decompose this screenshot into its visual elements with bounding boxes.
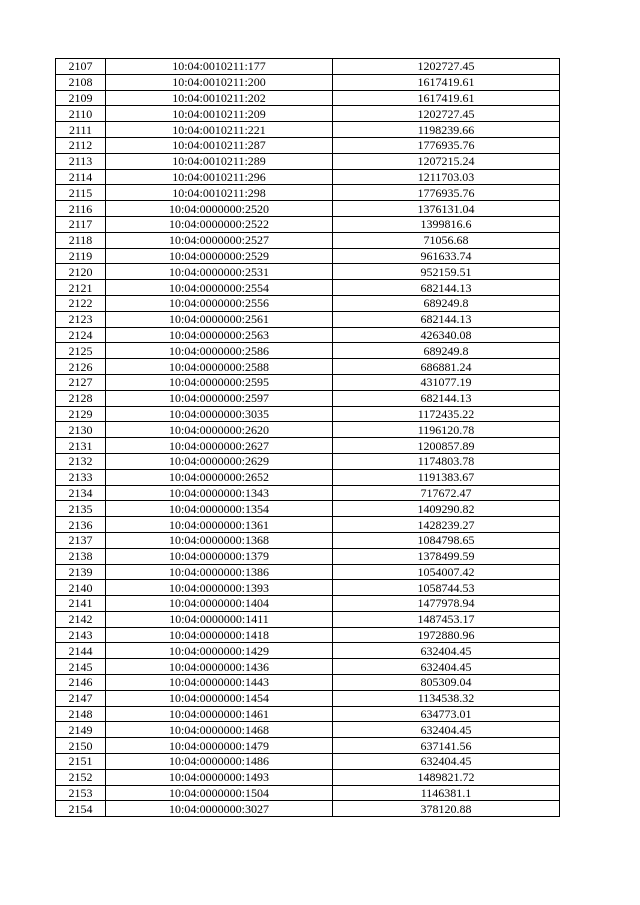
row-number-cell: 2121 <box>56 280 106 296</box>
table-row <box>56 232 560 248</box>
row-number-cell: 2139 <box>56 564 106 580</box>
value-cell: 1172435.22 <box>333 406 560 422</box>
row-number-cell: 2119 <box>56 248 106 264</box>
table-row <box>56 738 560 754</box>
table-row <box>56 596 560 612</box>
value-cell: 1376131.04 <box>333 201 560 217</box>
value-cell: 1196120.78 <box>333 422 560 438</box>
row-number-cell: 2154 <box>56 801 106 817</box>
value-cell: 1084798.65 <box>333 532 560 548</box>
table-row <box>56 453 560 469</box>
cadastral-number-cell: 10:04:0000000:2627 <box>106 438 333 454</box>
value-cell: 637141.56 <box>333 738 560 754</box>
value-cell: 1198239.66 <box>333 122 560 138</box>
value-cell: 1617419.61 <box>333 74 560 90</box>
cadastral-number-cell: 10:04:0000000:3027 <box>106 801 333 817</box>
table-row <box>56 469 560 485</box>
cadastral-number-cell: 10:04:0000000:2529 <box>106 248 333 264</box>
value-cell: 1617419.61 <box>333 90 560 106</box>
table-row <box>56 754 560 770</box>
row-number-cell: 2129 <box>56 406 106 422</box>
value-cell: 1489821.72 <box>333 769 560 785</box>
value-cell: 378120.88 <box>333 801 560 817</box>
row-number-cell: 2116 <box>56 201 106 217</box>
table-row <box>56 438 560 454</box>
table-row <box>56 580 560 596</box>
table-row <box>56 532 560 548</box>
table-row <box>56 501 560 517</box>
cadastral-number-cell: 10:04:0000000:3035 <box>106 406 333 422</box>
cadastral-number-cell: 10:04:0010211:289 <box>106 153 333 169</box>
row-number-cell: 2113 <box>56 153 106 169</box>
cadastral-number-cell: 10:04:0000000:2652 <box>106 469 333 485</box>
cadastral-number-cell: 10:04:0000000:2520 <box>106 201 333 217</box>
cadastral-number-cell: 10:04:0000000:2588 <box>106 359 333 375</box>
row-number-cell: 2148 <box>56 706 106 722</box>
cadastral-number-cell: 10:04:0000000:2620 <box>106 422 333 438</box>
table-row <box>56 185 560 201</box>
table-row <box>56 311 560 327</box>
value-cell: 1146381.1 <box>333 785 560 801</box>
cadastral-number-cell: 10:04:0000000:1468 <box>106 722 333 738</box>
table-row <box>56 216 560 232</box>
table-row <box>56 374 560 390</box>
cadastral-number-cell: 10:04:0010211:287 <box>106 137 333 153</box>
row-number-cell: 2150 <box>56 738 106 754</box>
value-cell: 952159.51 <box>333 264 560 280</box>
table-row <box>56 327 560 343</box>
table-row <box>56 248 560 264</box>
value-cell: 431077.19 <box>333 374 560 390</box>
value-cell: 1191383.67 <box>333 469 560 485</box>
data-table <box>55 58 560 817</box>
value-cell: 1058744.53 <box>333 580 560 596</box>
table-row <box>56 264 560 280</box>
value-cell: 1054007.42 <box>333 564 560 580</box>
cadastral-number-cell: 10:04:0000000:1443 <box>106 675 333 691</box>
value-cell: 1776935.76 <box>333 137 560 153</box>
row-number-cell: 2131 <box>56 438 106 454</box>
row-number-cell: 2141 <box>56 596 106 612</box>
table-row <box>56 422 560 438</box>
value-cell: 634773.01 <box>333 706 560 722</box>
row-number-cell: 2144 <box>56 643 106 659</box>
value-cell: 71056.68 <box>333 232 560 248</box>
row-number-cell: 2122 <box>56 295 106 311</box>
cadastral-number-cell: 10:04:0000000:1486 <box>106 754 333 770</box>
table-row <box>56 343 560 359</box>
cadastral-number-cell: 10:04:0010211:298 <box>106 185 333 201</box>
table-row <box>56 169 560 185</box>
cadastral-number-cell: 10:04:0000000:1504 <box>106 785 333 801</box>
row-number-cell: 2134 <box>56 485 106 501</box>
table-row <box>56 722 560 738</box>
value-cell: 717672.47 <box>333 485 560 501</box>
value-cell: 1134538.32 <box>333 690 560 706</box>
row-number-cell: 2112 <box>56 137 106 153</box>
value-cell: 1776935.76 <box>333 185 560 201</box>
table-row <box>56 548 560 564</box>
table-row <box>56 406 560 422</box>
table-row <box>56 627 560 643</box>
value-cell: 1200857.89 <box>333 438 560 454</box>
row-number-cell: 2147 <box>56 690 106 706</box>
row-number-cell: 2143 <box>56 627 106 643</box>
value-cell: 632404.45 <box>333 722 560 738</box>
cadastral-number-cell: 10:04:0000000:2554 <box>106 280 333 296</box>
cadastral-number-cell: 10:04:0000000:2556 <box>106 295 333 311</box>
cadastral-number-cell: 10:04:0000000:2527 <box>106 232 333 248</box>
row-number-cell: 2124 <box>56 327 106 343</box>
value-cell: 1487453.17 <box>333 611 560 627</box>
value-cell: 632404.45 <box>333 643 560 659</box>
row-number-cell: 2149 <box>56 722 106 738</box>
row-number-cell: 2151 <box>56 754 106 770</box>
table-row <box>56 74 560 90</box>
table-row <box>56 59 560 75</box>
table-row <box>56 643 560 659</box>
value-cell: 1378499.59 <box>333 548 560 564</box>
cadastral-number-cell: 10:04:0000000:1461 <box>106 706 333 722</box>
cadastral-number-cell: 10:04:0000000:2586 <box>106 343 333 359</box>
table-row <box>56 122 560 138</box>
row-number-cell: 2136 <box>56 517 106 533</box>
table-row <box>56 611 560 627</box>
cadastral-number-cell: 10:04:0000000:1386 <box>106 564 333 580</box>
table-row <box>56 690 560 706</box>
value-cell: 1174803.78 <box>333 453 560 469</box>
cadastral-number-cell: 10:04:0000000:1379 <box>106 548 333 564</box>
value-cell: 1409290.82 <box>333 501 560 517</box>
table-row <box>56 659 560 675</box>
row-number-cell: 2133 <box>56 469 106 485</box>
cadastral-number-cell: 10:04:0010211:200 <box>106 74 333 90</box>
cadastral-number-cell: 10:04:0000000:1343 <box>106 485 333 501</box>
cadastral-number-cell: 10:04:0000000:1479 <box>106 738 333 754</box>
value-cell: 689249.8 <box>333 343 560 359</box>
row-number-cell: 2128 <box>56 390 106 406</box>
row-number-cell: 2127 <box>56 374 106 390</box>
row-number-cell: 2126 <box>56 359 106 375</box>
row-number-cell: 2110 <box>56 106 106 122</box>
table-row <box>56 706 560 722</box>
cadastral-number-cell: 10:04:0000000:1361 <box>106 517 333 533</box>
cadastral-number-cell: 10:04:0010211:177 <box>106 59 333 75</box>
cadastral-number-cell: 10:04:0000000:1411 <box>106 611 333 627</box>
value-cell: 1399816.6 <box>333 216 560 232</box>
table-row <box>56 390 560 406</box>
cadastral-number-cell: 10:04:0000000:1404 <box>106 596 333 612</box>
row-number-cell: 2111 <box>56 122 106 138</box>
row-number-cell: 2120 <box>56 264 106 280</box>
cadastral-number-cell: 10:04:0000000:2595 <box>106 374 333 390</box>
cadastral-number-cell: 10:04:0000000:2563 <box>106 327 333 343</box>
row-number-cell: 2142 <box>56 611 106 627</box>
row-number-cell: 2130 <box>56 422 106 438</box>
cadastral-number-cell: 10:04:0000000:2629 <box>106 453 333 469</box>
cadastral-number-cell: 10:04:0010211:209 <box>106 106 333 122</box>
row-number-cell: 2118 <box>56 232 106 248</box>
row-number-cell: 2123 <box>56 311 106 327</box>
table-row <box>56 785 560 801</box>
cadastral-number-cell: 10:04:0000000:2522 <box>106 216 333 232</box>
cadastral-number-cell: 10:04:0000000:1429 <box>106 643 333 659</box>
table-body <box>56 59 560 817</box>
table-row <box>56 106 560 122</box>
table-row <box>56 201 560 217</box>
value-cell: 1428239.27 <box>333 517 560 533</box>
value-cell: 1202727.45 <box>333 106 560 122</box>
row-number-cell: 2137 <box>56 532 106 548</box>
row-number-cell: 2115 <box>56 185 106 201</box>
cadastral-number-cell: 10:04:0000000:1354 <box>106 501 333 517</box>
table-row <box>56 137 560 153</box>
value-cell: 689249.8 <box>333 295 560 311</box>
table-row <box>56 295 560 311</box>
table-row <box>56 675 560 691</box>
row-number-cell: 2153 <box>56 785 106 801</box>
table-row <box>56 280 560 296</box>
row-number-cell: 2107 <box>56 59 106 75</box>
row-number-cell: 2145 <box>56 659 106 675</box>
cadastral-number-cell: 10:04:0010211:221 <box>106 122 333 138</box>
table-row <box>56 90 560 106</box>
value-cell: 632404.45 <box>333 754 560 770</box>
value-cell: 1211703.03 <box>333 169 560 185</box>
row-number-cell: 2140 <box>56 580 106 596</box>
value-cell: 1972880.96 <box>333 627 560 643</box>
value-cell: 961633.74 <box>333 248 560 264</box>
value-cell: 682144.13 <box>333 280 560 296</box>
cadastral-number-cell: 10:04:0000000:1393 <box>106 580 333 596</box>
row-number-cell: 2117 <box>56 216 106 232</box>
row-number-cell: 2132 <box>56 453 106 469</box>
row-number-cell: 2152 <box>56 769 106 785</box>
value-cell: 686881.24 <box>333 359 560 375</box>
row-number-cell: 2109 <box>56 90 106 106</box>
cadastral-number-cell: 10:04:0000000:2561 <box>106 311 333 327</box>
cadastral-number-cell: 10:04:0000000:2531 <box>106 264 333 280</box>
table-row <box>56 517 560 533</box>
value-cell: 682144.13 <box>333 390 560 406</box>
cadastral-number-cell: 10:04:0010211:202 <box>106 90 333 106</box>
cadastral-number-cell: 10:04:0010211:296 <box>106 169 333 185</box>
row-number-cell: 2138 <box>56 548 106 564</box>
cadastral-number-cell: 10:04:0000000:1368 <box>106 532 333 548</box>
value-cell: 426340.08 <box>333 327 560 343</box>
cadastral-number-cell: 10:04:0000000:1418 <box>106 627 333 643</box>
table-row <box>56 564 560 580</box>
value-cell: 1477978.94 <box>333 596 560 612</box>
table-row <box>56 359 560 375</box>
table-row <box>56 153 560 169</box>
row-number-cell: 2125 <box>56 343 106 359</box>
row-number-cell: 2108 <box>56 74 106 90</box>
value-cell: 1202727.45 <box>333 59 560 75</box>
table-row <box>56 801 560 817</box>
table-row <box>56 769 560 785</box>
value-cell: 1207215.24 <box>333 153 560 169</box>
cadastral-number-cell: 10:04:0000000:1493 <box>106 769 333 785</box>
value-cell: 805309.04 <box>333 675 560 691</box>
value-cell: 632404.45 <box>333 659 560 675</box>
row-number-cell: 2135 <box>56 501 106 517</box>
row-number-cell: 2114 <box>56 169 106 185</box>
cadastral-number-cell: 10:04:0000000:1454 <box>106 690 333 706</box>
row-number-cell: 2146 <box>56 675 106 691</box>
value-cell: 682144.13 <box>333 311 560 327</box>
table-row <box>56 485 560 501</box>
cadastral-number-cell: 10:04:0000000:1436 <box>106 659 333 675</box>
cadastral-number-cell: 10:04:0000000:2597 <box>106 390 333 406</box>
